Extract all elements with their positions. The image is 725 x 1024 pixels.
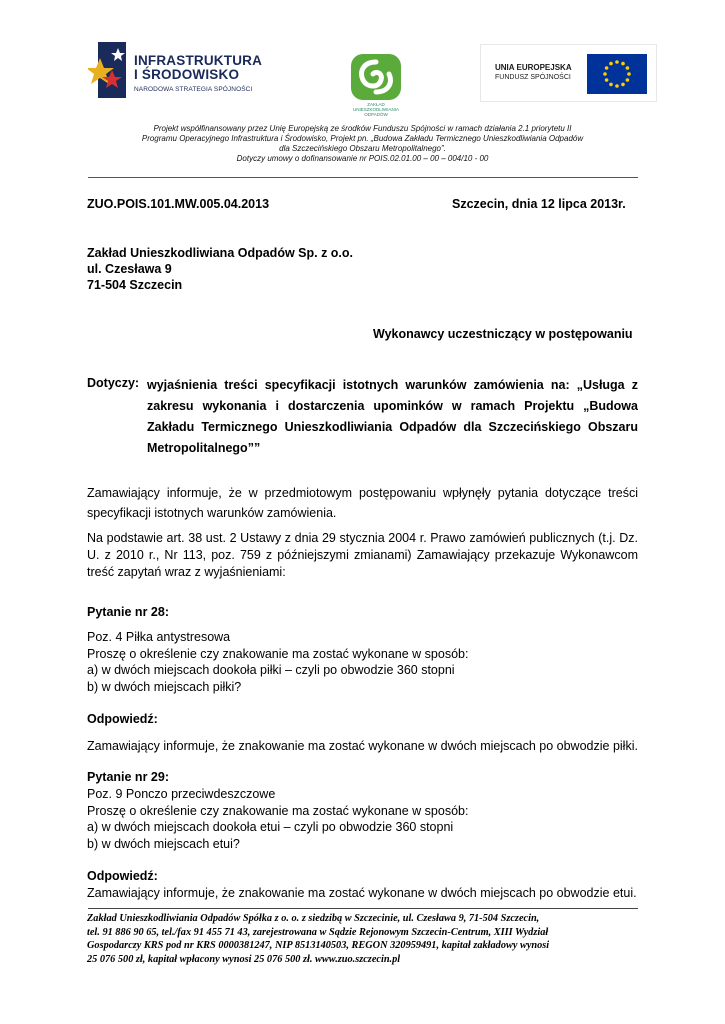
sender-street: ul. Czesława 9 xyxy=(87,262,172,276)
eu-logo-title: UNIA EUROPEJSKA xyxy=(495,63,572,72)
footer-divider xyxy=(88,908,638,909)
legal-basis-paragraph: Na podstawie art. 38 ust. 2 Ustawy z dnia 29 stycznia 2004 r. Prawo zamówień publicznych (t.j. Dz. U. z 2010 r., Nr 113, poz. 759 z późniejszymi zmianami) Zamawiający przekazuje Wykonawcom treść zapytań wraz z wyjaśnieniami: xyxy=(87,531,638,579)
cofinancing-note xyxy=(60,124,665,164)
answer-29-title: Odpowiedź: xyxy=(87,869,158,883)
star-emblem-icon xyxy=(88,40,132,102)
reference-number: ZUO.POIS.101.MW.005.04.2013 xyxy=(87,197,270,211)
question-28-line: b) w dwóch miejscach piłki? xyxy=(87,679,242,694)
is-logo-title xyxy=(134,54,262,82)
footer-line1: Zakład Unieszkodliwiania Odpadów Spółka z o. o. z siedzibą w Szczecinie, ul. Czesława 9, 71-504 Szczecin, xyxy=(87,913,540,924)
question-29-line: Proszę o określenie czy znakowanie ma zostać wykonane w sposób: xyxy=(87,803,469,818)
answer-29-text: Zamawiający informuje, że znakowanie ma zostać wykonane w dwóch miejscach po obwodzie etui. xyxy=(87,886,637,900)
question-29-line: a) w dwóch miejscach dookoła etui – czyli po obwodzie 360 stopni xyxy=(87,820,454,834)
question-28-line: Poz. 4 Piłka antystresowa xyxy=(87,630,231,644)
zuo-caption-line1: ZAKŁAD xyxy=(367,102,385,107)
zuo-logo xyxy=(345,52,407,120)
is-title-line2: I ŚRODOWISKO xyxy=(134,67,240,82)
note-line3: dla Szczecińskiego Obszaru Metropolitalnego”. xyxy=(279,144,446,153)
answer-28-title: Odpowiedź: xyxy=(87,712,158,726)
answer-28-text: Zamawiający informuje, że znakowanie ma zostać wykonane w dwóch miejscach po obwodzie piłki. xyxy=(87,739,638,753)
question-28-body xyxy=(87,629,468,695)
company-footer xyxy=(87,912,638,966)
question-28-line: Proszę o określenie czy znakowanie ma zostać wykonane w sposób: xyxy=(87,646,469,661)
recycle-swirl-icon xyxy=(345,52,407,102)
eu-logo-subtitle: FUNDUSZ SPÓJNOŚCI xyxy=(495,74,571,81)
is-title-line1: INFRASTRUKTURA xyxy=(134,53,263,68)
sender-name: Zakład Unieszkodliwiana Odpadów Sp. z o.o. xyxy=(87,246,354,260)
note-line2: Programu Operacyjnego Infrastruktura i Środowisko, Projekt pn. „Budowa Zakładu Termicznego Unieszkodliwiania Odpadów xyxy=(141,134,584,143)
sender-city: 71-504 Szczecin xyxy=(87,278,183,292)
eu-cohesion-fund-logo xyxy=(480,44,657,102)
sender-address xyxy=(87,245,353,293)
header-divider xyxy=(88,177,638,178)
question-29-title: Pytanie nr 29: xyxy=(87,770,169,784)
zuo-caption-line3: ODPADÓW xyxy=(364,112,388,117)
question-28-title: Pytanie nr 28: xyxy=(87,605,169,619)
is-logo-subtitle: NARODOWA STRATEGIA SPÓJNOŚCI xyxy=(134,86,253,93)
footer-line3: Gospodarczy KRS pod nr KRS 0000381247, NIP 8513140503, REGON 320959491, kapitał zakładowy wynosi xyxy=(87,940,550,951)
footer-line2: tel. 91 886 90 65, tel./fax 91 455 71 43, zarejestrowana w Sądzie Rejonowym Szczecin-Centrum, XIII Wydział xyxy=(87,926,549,938)
note-line4: Dotyczy umowy o dofinansowanie nr POIS.02.01.00 – 00 – 004/10 - 00 xyxy=(236,154,489,163)
intro-paragraph: Zamawiający informuje, że w przedmiotowym postępowaniu wpłynęły pytania dotyczące treści specyfikacji istotnych warunków zamówienia. xyxy=(87,486,638,520)
note-line1: Projekt współfinansowany przez Unię Europejską ze środków Funduszu Spójności w ramach działania 2.1 priorytetu II xyxy=(153,124,572,133)
subject-label: Dotyczy: xyxy=(87,376,140,390)
letter-date: Szczecin, dnia 12 lipca 2013r. xyxy=(452,197,626,211)
infrastruktura-srodowisko-logo xyxy=(88,40,278,102)
question-29-line: b) w dwóch miejscach etui? xyxy=(87,836,240,851)
footer-line4: 25 076 500 zł, kapitał wpłacony wynosi 25 076 500 zł. www.zuo.szczecin.pl xyxy=(87,953,401,965)
zuo-caption-line2: UNIESZKODLIWIANIA xyxy=(352,107,399,112)
zuo-logo-caption xyxy=(345,102,407,117)
subject-text: wyjaśnienia treści specyfikacji istotnych warunków zamówienia na: „Usługa z zakresu wykonania i dostarczenia upominków w ramach Projektu „Budowa Zakładu Termicznego Unieszkodliwiania Odpadów dla Szczecińskiego Obszaru Metropolitalnego”” xyxy=(147,378,638,455)
question-29-line: Poz. 9 Ponczo przeciwdeszczowe xyxy=(87,787,276,801)
question-29-body xyxy=(87,786,468,852)
eu-flag-icon xyxy=(587,54,647,94)
question-28-line: a) w dwóch miejscach dookoła piłki – czyli po obwodzie 360 stopni xyxy=(87,663,455,677)
recipients: Wykonawcy uczestniczący w postępowaniu xyxy=(373,327,633,341)
